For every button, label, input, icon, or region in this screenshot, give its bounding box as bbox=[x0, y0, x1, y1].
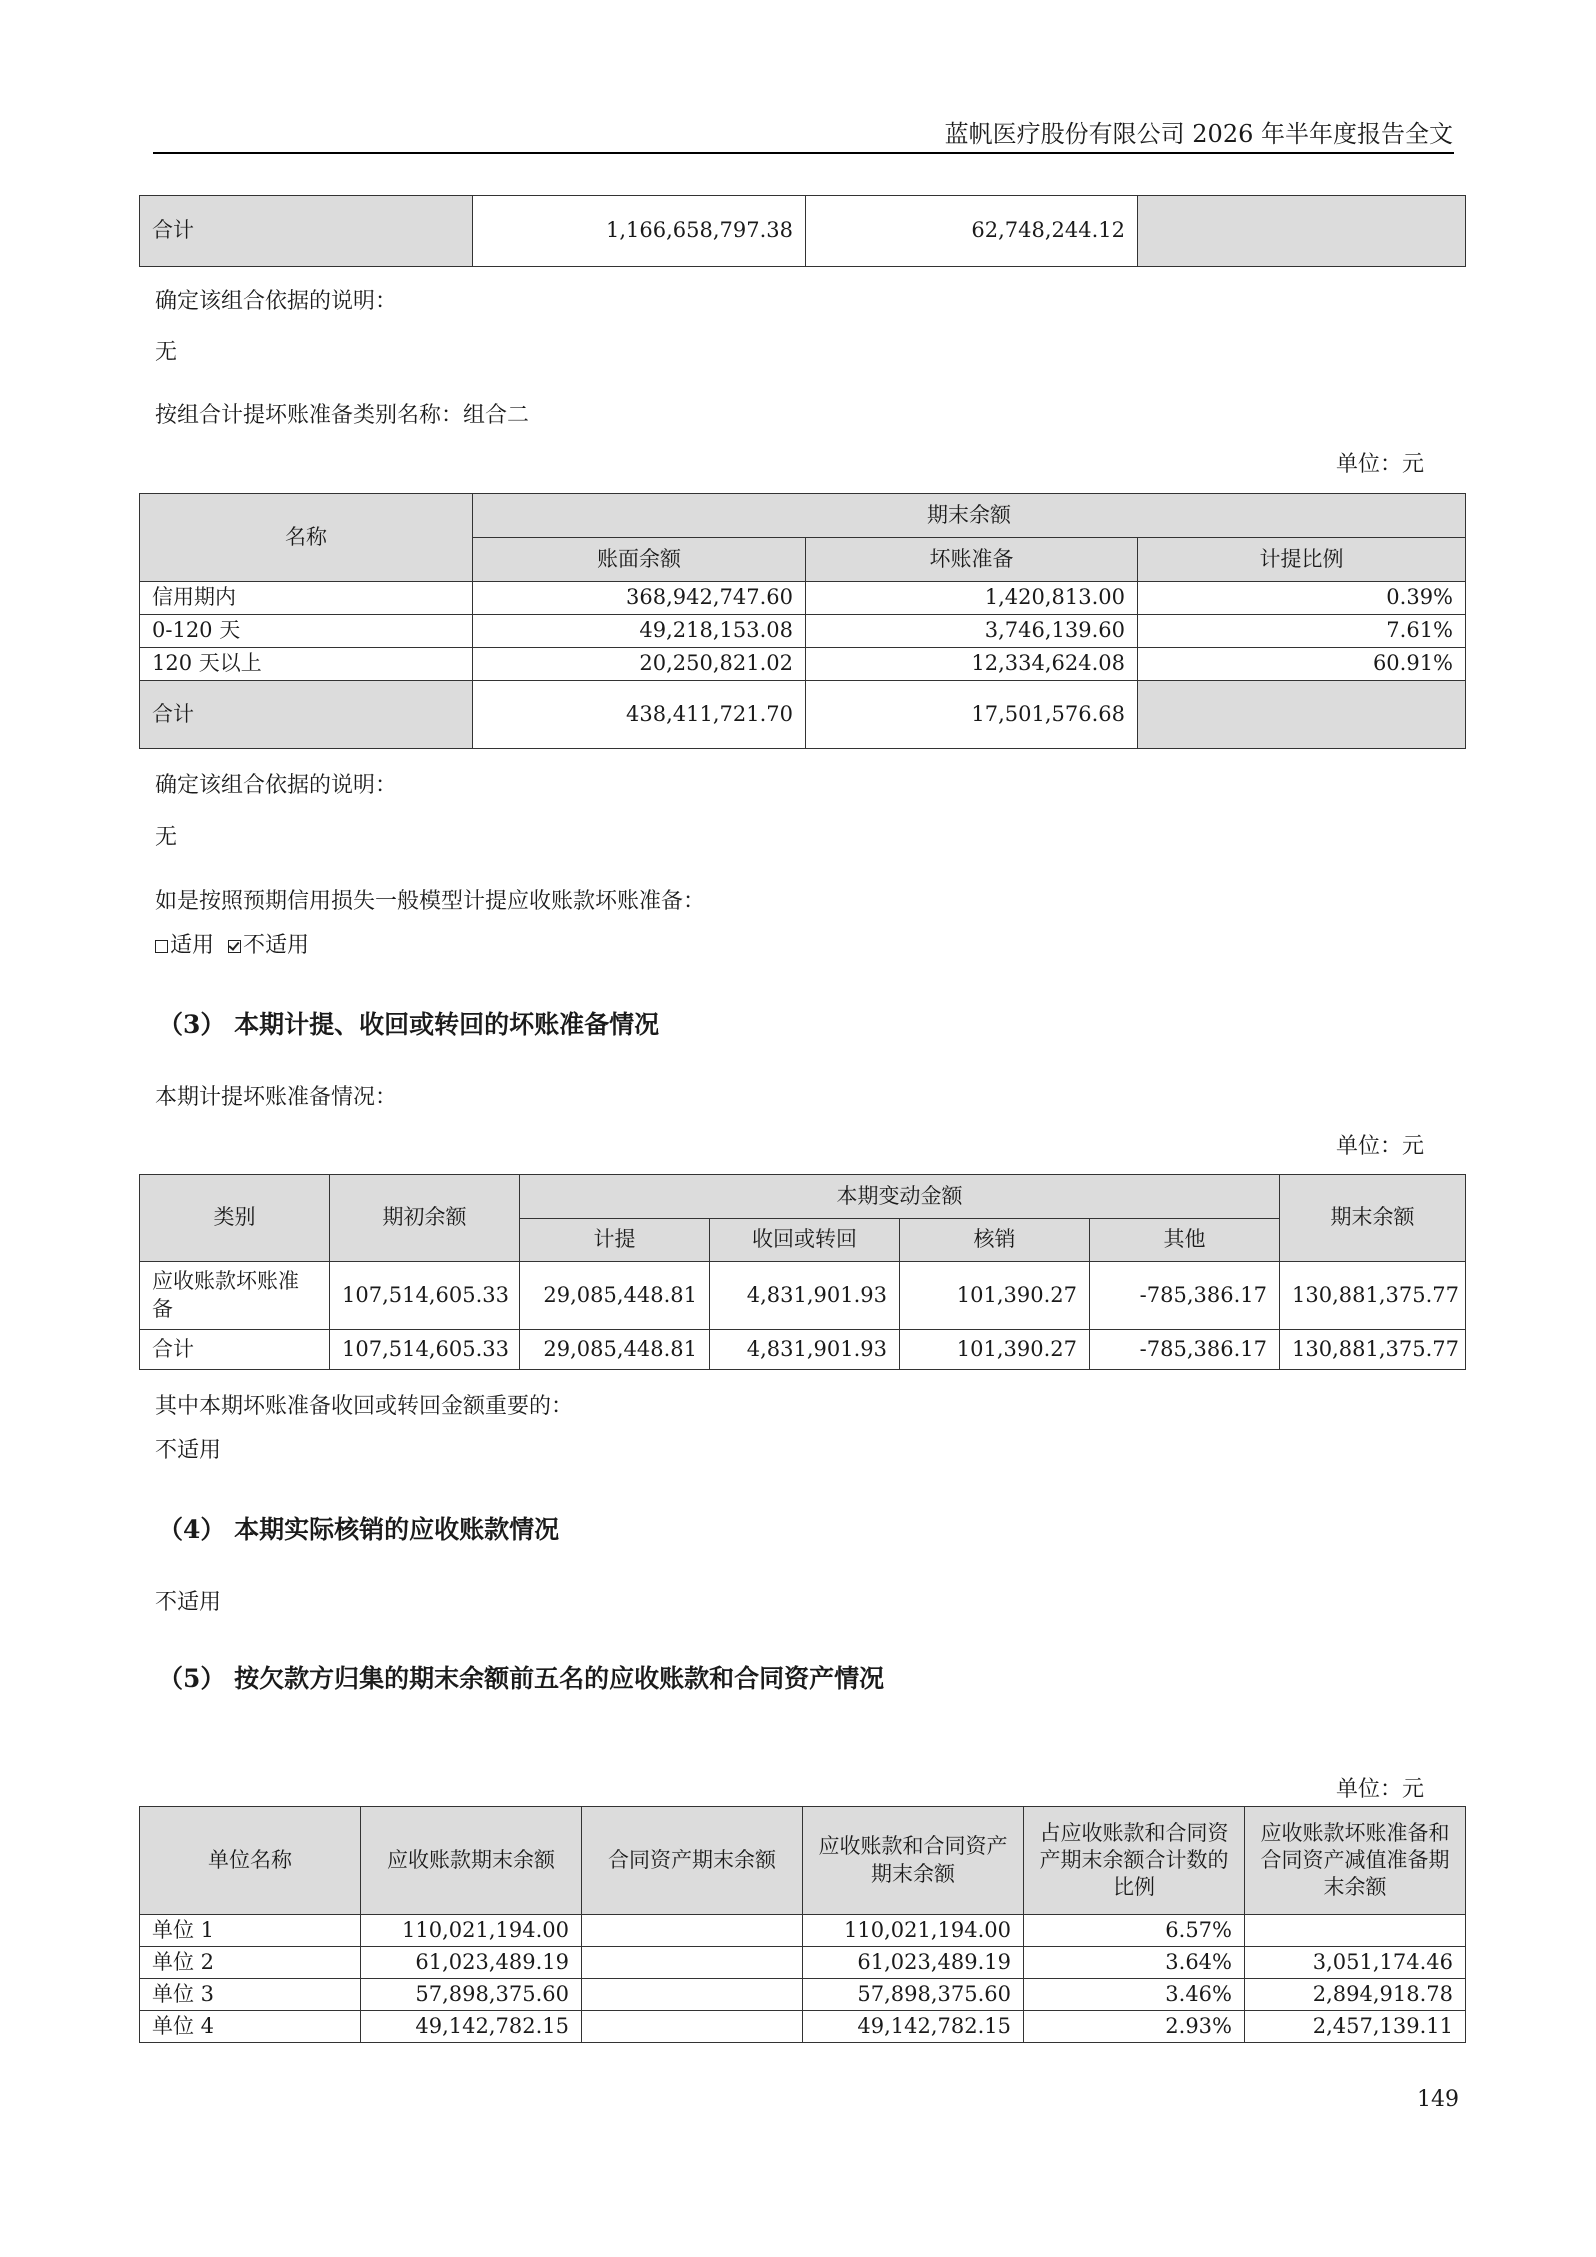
header-book-balance: 账面余额 bbox=[473, 538, 806, 582]
table-row bbox=[140, 582, 1466, 615]
header-ratio: 占应收账款和合同资产期末余额合计数的比例 bbox=[1024, 1807, 1245, 1915]
row-closing: 130,881,375.77 bbox=[1280, 1262, 1466, 1330]
report-header-title: 蓝帆医疗股份有限公司 2026 年半年度报告全文 bbox=[944, 120, 1453, 148]
total-book-balance: 1,166,658,797.38 bbox=[473, 196, 806, 267]
page-number: 149 bbox=[1417, 2087, 1459, 2112]
header-rule bbox=[153, 152, 1454, 154]
recovery-value: 不适用 bbox=[155, 1438, 222, 1463]
row-book: 368,942,747.60 bbox=[473, 582, 806, 615]
group2-table bbox=[139, 493, 1466, 749]
row-other: -785,386.17 bbox=[1090, 1330, 1280, 1370]
header-unit: 单位名称 bbox=[140, 1807, 361, 1915]
table-row bbox=[140, 648, 1466, 681]
total-book: 438,411,721.70 bbox=[473, 681, 806, 749]
basis-label-2: 确定该组合依据的说明： bbox=[155, 773, 398, 798]
header-category: 类别 bbox=[140, 1175, 330, 1262]
bad-debt-change-table bbox=[139, 1174, 1466, 1370]
checkbox-unchecked-icon bbox=[155, 940, 168, 953]
row-unit: 单位 3 bbox=[140, 1979, 361, 2011]
section-5-title: （5） 按欠款方归集的期末余额前五名的应收账款和合同资产情况 bbox=[158, 1664, 885, 1693]
header-opening: 期初余额 bbox=[330, 1175, 520, 1262]
row-ratio: 7.61% bbox=[1138, 615, 1466, 648]
row-sum: 57,898,375.60 bbox=[803, 1979, 1024, 2011]
row-ratio: 2.93% bbox=[1024, 2011, 1245, 2043]
row-impairment: 2,457,139.11 bbox=[1245, 2011, 1466, 2043]
row-impairment: 2,894,918.78 bbox=[1245, 1979, 1466, 2011]
row-book: 49,218,153.08 bbox=[473, 615, 806, 648]
row-ar: 49,142,782.15 bbox=[361, 2011, 582, 2043]
header-ar-ca-end: 应收账款和合同资产期末余额 bbox=[803, 1807, 1024, 1915]
row-unit: 单位 4 bbox=[140, 2011, 361, 2043]
ecl-options bbox=[155, 928, 309, 959]
header-impairment: 应收账款坏账准备和合同资产减值准备期末余额 bbox=[1245, 1807, 1466, 1915]
total-bad-debt: 62,748,244.12 bbox=[806, 196, 1138, 267]
total-ratio bbox=[1138, 681, 1466, 749]
table-row bbox=[140, 615, 1466, 648]
checkbox-checked-icon bbox=[228, 940, 241, 953]
table-row bbox=[140, 1979, 1466, 2011]
section-3-subtitle: 本期计提坏账准备情况： bbox=[155, 1085, 398, 1110]
total-label: 合计 bbox=[140, 196, 473, 267]
row-ca bbox=[582, 1915, 803, 1947]
row-other: -785,386.17 bbox=[1090, 1262, 1280, 1330]
header-ca-end: 合同资产期末余额 bbox=[582, 1807, 803, 1915]
table-row bbox=[140, 1915, 1466, 1947]
header-recovery: 收回或转回 bbox=[710, 1219, 900, 1262]
basis-value-1: 无 bbox=[155, 340, 178, 365]
row-ratio: 60.91% bbox=[1138, 648, 1466, 681]
header-provision: 计提 bbox=[520, 1219, 710, 1262]
row-provision: 29,085,448.81 bbox=[520, 1330, 710, 1370]
row-provision: 29,085,448.81 bbox=[520, 1262, 710, 1330]
row-bad: 3,746,139.60 bbox=[806, 615, 1138, 648]
row-bad: 1,420,813.00 bbox=[806, 582, 1138, 615]
header-name: 名称 bbox=[140, 494, 473, 582]
row-impairment: 3,051,174.46 bbox=[1245, 1947, 1466, 1979]
section-3-title: （3） 本期计提、收回或转回的坏账准备情况 bbox=[158, 1010, 660, 1039]
row-ratio: 3.64% bbox=[1024, 1947, 1245, 1979]
header-bad-debt: 坏账准备 bbox=[806, 538, 1138, 582]
top5-debtor-table bbox=[139, 1806, 1466, 2043]
header-other: 其他 bbox=[1090, 1219, 1280, 1262]
table-header-row bbox=[140, 494, 1466, 538]
total-name: 合计 bbox=[140, 681, 473, 749]
row-recovery: 4,831,901.93 bbox=[710, 1262, 900, 1330]
row-ratio: 0.39% bbox=[1138, 582, 1466, 615]
row-sum: 49,142,782.15 bbox=[803, 2011, 1024, 2043]
ecl-question: 如是按照预期信用损失一般模型计提应收账款坏账准备： bbox=[155, 889, 706, 914]
row-ca bbox=[582, 1979, 803, 2011]
section-4-value: 不适用 bbox=[155, 1590, 222, 1615]
section-4-title: （4） 本期实际核销的应收账款情况 bbox=[158, 1515, 560, 1544]
row-sum: 110,021,194.00 bbox=[803, 1915, 1024, 1947]
row-opening: 107,514,605.33 bbox=[330, 1262, 520, 1330]
basis-value-2: 无 bbox=[155, 825, 178, 850]
basis-label-1: 确定该组合依据的说明： bbox=[155, 289, 398, 314]
unit-label-1: 单位：元 bbox=[1335, 452, 1424, 477]
row-ratio: 6.57% bbox=[1024, 1915, 1245, 1947]
row-recovery: 4,831,901.93 bbox=[710, 1330, 900, 1370]
row-closing: 130,881,375.77 bbox=[1280, 1330, 1466, 1370]
table-row bbox=[140, 681, 1466, 749]
header-ar-end: 应收账款期末余额 bbox=[361, 1807, 582, 1915]
table-row bbox=[140, 1330, 1466, 1370]
row-writeoff: 101,390.27 bbox=[900, 1262, 1090, 1330]
row-impairment bbox=[1245, 1915, 1466, 1947]
table-row bbox=[140, 1947, 1466, 1979]
row-ar: 61,023,489.19 bbox=[361, 1947, 582, 1979]
option-not-apply: 不适用 bbox=[243, 933, 310, 958]
table-header-row bbox=[140, 1175, 1466, 1219]
row-ar: 57,898,375.60 bbox=[361, 1979, 582, 2011]
unit-label-3: 单位：元 bbox=[1335, 1777, 1424, 1802]
table-row bbox=[140, 1262, 1466, 1330]
row-bad: 12,334,624.08 bbox=[806, 648, 1138, 681]
row-opening: 107,514,605.33 bbox=[330, 1330, 520, 1370]
header-period-end: 期末余额 bbox=[473, 494, 1466, 538]
total-ratio bbox=[1138, 196, 1466, 267]
header-change: 本期变动金额 bbox=[520, 1175, 1280, 1219]
group1-total-table bbox=[139, 195, 1466, 267]
total-bad: 17,501,576.68 bbox=[806, 681, 1138, 749]
row-sum: 61,023,489.19 bbox=[803, 1947, 1024, 1979]
table-row bbox=[140, 2011, 1466, 2043]
row-ca bbox=[582, 2011, 803, 2043]
row-name: 0-120 天 bbox=[140, 615, 473, 648]
row-unit: 单位 2 bbox=[140, 1947, 361, 1979]
group2-title: 按组合计提坏账准备类别名称：组合二 bbox=[155, 403, 530, 428]
table-header-row bbox=[140, 1807, 1466, 1915]
unit-label-2: 单位：元 bbox=[1335, 1134, 1424, 1159]
header-closing: 期末余额 bbox=[1280, 1175, 1466, 1262]
row-ar: 110,021,194.00 bbox=[361, 1915, 582, 1947]
recovery-note: 其中本期坏账准备收回或转回金额重要的： bbox=[155, 1394, 574, 1419]
row-ratio: 3.46% bbox=[1024, 1979, 1245, 2011]
header-ratio: 计提比例 bbox=[1138, 538, 1466, 582]
row-book: 20,250,821.02 bbox=[473, 648, 806, 681]
table-row bbox=[140, 196, 1466, 267]
row-category: 合计 bbox=[140, 1330, 330, 1370]
option-apply: 适用 bbox=[170, 933, 215, 958]
row-writeoff: 101,390.27 bbox=[900, 1330, 1090, 1370]
row-name: 信用期内 bbox=[140, 582, 473, 615]
row-category: 应收账款坏账准备 bbox=[140, 1262, 330, 1330]
row-name: 120 天以上 bbox=[140, 648, 473, 681]
row-ca bbox=[582, 1947, 803, 1979]
row-unit: 单位 1 bbox=[140, 1915, 361, 1947]
header-writeoff: 核销 bbox=[900, 1219, 1090, 1262]
